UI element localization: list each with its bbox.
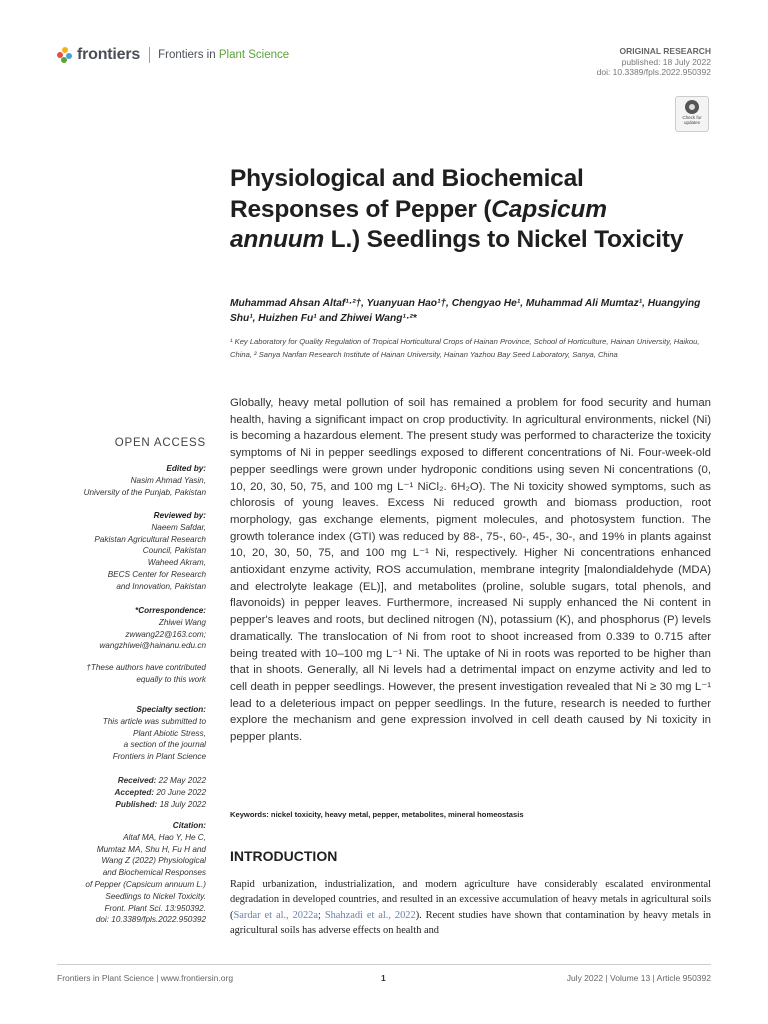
reviewer-line: Pakistan Agricultural Research [94, 534, 206, 544]
crossmark-badge[interactable] [675, 96, 709, 132]
section-heading-introduction: INTRODUCTION [230, 848, 338, 864]
reviewer-line: BECS Center for Research [107, 569, 206, 579]
note-line: †These authors have contributed [86, 663, 206, 672]
specialty-label: Specialty section: [136, 705, 206, 714]
edited-by-section [46, 463, 206, 498]
editor-affiliation: University of the Punjab, Pakistan [83, 487, 206, 497]
article-meta [597, 46, 711, 78]
crossmark-label: Check for updates [682, 115, 702, 125]
journal-title: Plant Science [218, 49, 290, 61]
citation-link[interactable]: Shahzadi et al., 2022 [324, 909, 416, 921]
reviewed-by-label: Reviewed by: [153, 511, 206, 520]
email-link[interactable]: zwwang22@163.com; [125, 629, 206, 639]
intro-text: ). Recent studies have shown that contamination by heavy metals in agricultural soils has adverse effects on health and [230, 909, 711, 936]
footer-divider [57, 964, 711, 965]
note-line: equally to this work [136, 674, 206, 684]
citation-line: Seedlings to Nickel Toxicity. [105, 891, 206, 901]
citation-section [46, 820, 206, 926]
reviewer-line: Naeem Safdar, [151, 522, 206, 532]
frontiers-logo-icon [57, 46, 73, 64]
footer-journal-link[interactable]: Frontiers in Plant Science | www.frontiersin.org [57, 973, 234, 983]
title-species: Capsicum annuum [230, 195, 607, 253]
title-part-2: L.) Seedlings to Nickel Toxicity [324, 226, 684, 253]
logo-divider [149, 47, 150, 63]
edited-by-label: Edited by: [166, 464, 206, 473]
introduction-paragraph [230, 877, 711, 938]
specialty-line: a section of the journal [123, 740, 206, 750]
citation-line: Altaf MA, Hao Y, He C, [123, 832, 206, 842]
reviewed-by-section [46, 510, 206, 593]
specialty-line: Frontiers in Plant Science [112, 752, 206, 762]
affiliations: ¹ Key Laboratory for Quality Regulation of Tropical Horticultural Crops of Hainan Province, School of Horticulture, Hainan University, Haikou, China, ² Sanya Nanfan Research Institute of Hainan University, Hainan Yazhou Bay Seed Laboratory, Sanya, China [230, 337, 700, 359]
keywords: Keywords: nickel toxicity, heavy metal, pepper, metabolites, mineral homeostasis [230, 810, 524, 819]
citation-line: of Pepper (Capsicum annuum L.) [85, 879, 206, 889]
intro-text: Rapid urbanization, industrialization, and modern agriculture have considerably escalated environmental degradation in developed countries, and resulted in an excessive accumulation of heavy metals in agricultural soils ( [230, 879, 711, 921]
reviewer-line: Waheed Akram, [147, 558, 206, 568]
brand-name: frontiers [77, 46, 141, 63]
citation-separator: ; [317, 909, 325, 921]
citation-label: Citation: [172, 821, 206, 830]
editor-name: Nasim Ahmad Yasin, [130, 475, 206, 485]
dates-section [46, 775, 206, 810]
received-label: Received: [117, 776, 157, 785]
reviewer-line: and Innovation, Pakistan [116, 581, 206, 591]
journal-prefix: Frontiers in [158, 49, 216, 61]
citation-line: Wang Z (2022) Physiological [101, 856, 206, 866]
reviewer-line: Council, Pakistan [142, 546, 206, 556]
correspondence-label: *Correspondence: [135, 606, 206, 615]
article-title [230, 164, 700, 256]
article-type: ORIGINAL RESEARCH [619, 46, 711, 56]
abstract: Globally, heavy metal pollution of soil has remained a problem for food security and human health, having a significant impact on crop productivity. In agricultural environments, nickel (Ni) is becoming a hazardous element. The present study was performed to characterize the toxicity symptoms of Ni in pepper seedlings exposed to different concentrations of Ni. Four-week-old pepper seedlings were grown under hydroponic conditions using seven Ni concentrations (0, 10, 20, 30, 50, 75, and 100 mg L⁻¹ NiCl₂. 6H₂O). The Ni toxicity showed symptoms, such as chlorosis of young leaves. Excess Ni reduced growth and biomass production, root morphology, gas exchange elements, pigment molecules, and photosystem function. The growth tolerance index (GTI) was reduced by 88-, 75-, 60-, 45-, 30-, and 19% in plants against 10, 20, 30, 50, 75, and 100 mg L⁻¹ Ni, respectively. Higher Ni concentrations enhanced antioxidant enzyme activity, ROS accumulation, membrane integrity [malondialdehyde (MDA) and electrolyte leakage (EL)], and metabolites (proline, soluble sugars, total phenols, and flavonoids) in pepper leaves. Furthermore, increased Ni supply enhanced the Ni content in pepper's leaves and roots, but declined nitrogen (N), potassium (K), and phosphorus (P) levels dramatically. The translocation of Ni from root to shoot increased from 0.339 to 0.715 after being treated with 10–100 mg L⁻¹ Ni. The uptake of Ni in roots was reported to be higher than that in shoots. Generally, all Ni levels had a detrimental impact on enzyme activity and led to cell death in pepper seedlings. However, the present investigation revealed that Ni ≥ 30 mg L⁻¹ lead to a deleterious impact on pepper seedlings. In the future, research is needed to further explore the mechanism and gene expression involved in cell death caused by Ni toxicity in pepper plants. [230, 397, 711, 744]
specialty-line: This article was submitted to [102, 716, 206, 726]
crossmark-icon [685, 100, 699, 114]
citation-doi-link[interactable]: doi: 10.3389/fpls.2022.950392 [95, 915, 206, 925]
equal-contribution-note [46, 662, 206, 686]
citation-line: Mumtaz MA, Shu H, Fu H and [96, 844, 206, 854]
title-part-1: Physiological and Biochemical Responses of Pepper ( [230, 165, 584, 223]
citation-line: and Biochemical Responses [102, 868, 206, 878]
published-sidebar-date: 18 July 2022 [159, 799, 206, 809]
doi-link[interactable]: doi: 10.3389/fpls.2022.950392 [596, 67, 711, 77]
correspondence-section [46, 605, 206, 652]
footer-issue-info: July 2022 | Volume 13 | Article 950392 [566, 973, 711, 983]
published-label: Published: [115, 799, 158, 809]
journal-name [158, 49, 289, 61]
received-date: 22 May 2022 [158, 776, 206, 785]
email-link[interactable]: wangzhiwei@hainanu.edu.cn [99, 641, 206, 651]
citation-link[interactable]: Sardar et al., 2022a [233, 909, 318, 921]
citation-line: Front. Plant Sci. 13:950392. [104, 903, 206, 913]
accepted-label: Accepted: [114, 787, 155, 797]
specialty-section [46, 704, 206, 763]
author-list: Muhammad Ahsan Altaf¹·²†, Yuanyuan Hao¹†, Chengyao He¹, Muhammad Ali Mumtaz¹, Huangying Shu¹, Huizhen Fu¹ and Zhiwei Wang¹·²* [230, 298, 701, 324]
specialty-line: Plant Abiotic Stress, [133, 728, 206, 738]
journal-logo[interactable] [57, 46, 289, 64]
open-access-label: OPEN ACCESS [114, 437, 206, 449]
corresponding-author: Zhiwei Wang [158, 617, 206, 627]
page-number: 1 [381, 973, 386, 983]
published-date: published: 18 July 2022 [621, 56, 711, 67]
accepted-date: 20 June 2022 [156, 787, 206, 797]
